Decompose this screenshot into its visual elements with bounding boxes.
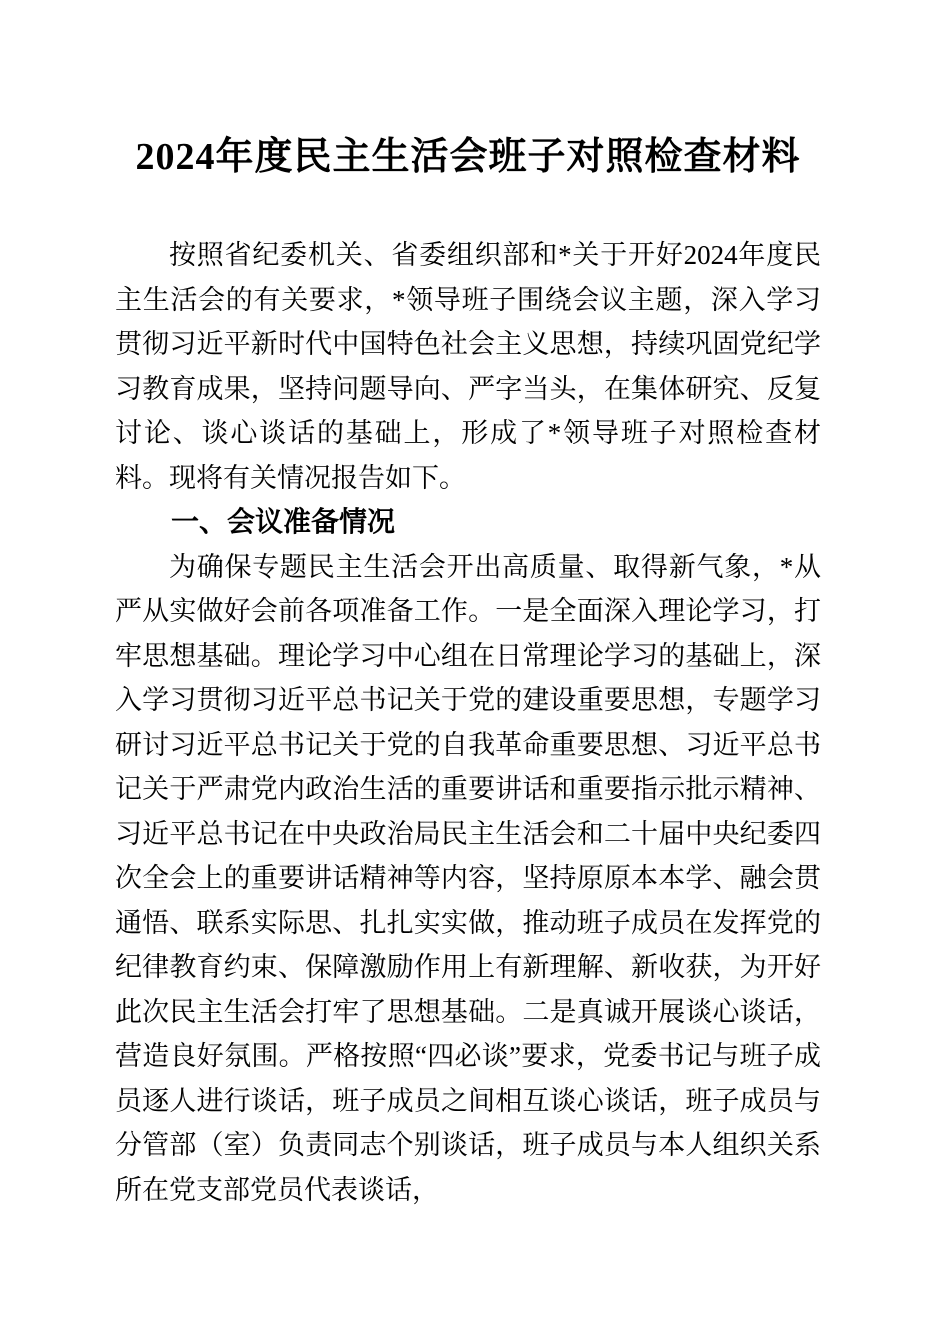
- section-heading: 一、会议准备情况: [171, 506, 396, 537]
- document-title: 2024年度民主生活会班子对照检查材料: [135, 136, 801, 178]
- document-paragraph: 按照省纪委机关、省委组织部和*关于开好2024年度民主生活会的有关要求，*领导班子围绕会议主题，深入学习贯彻习近平新时代中国特色社会主义思想，持续巩固党纪学习教育成果，坚持问题导向、严字当头，在集体研究、反复讨论、谈心谈话的基础上，形成了*领导班子对照检查材料。现将有关情况报告如下。: [115, 240, 821, 493]
- document-paragraph: 为确保专题民主生活会开出高质量、取得新气象，*从严从实做好会前各项准备工作。一是全面深入理论学习，打牢思想基础。理论学习中心组在日常理论学习的基础上，深入学习贯彻习近平总书记关于党的建设重要思想，专题学习研讨习近平总书记关于党的自我革命重要思想、习近平总书记关于严肃党内政治生活的重要讲话和重要指示批示精神、习近平总书记在中央政治局民主生活会和二十届中央纪委四次全会上的重要讲话精神等内容，坚持原原本本学、融会贯通悟、联系实际思、扎扎实实做，推动班子成员在发挥党的纪律教育约束、保障激励作用上有新理解、新收获，为开好此次民主生活会打牢了思想基础。二是真诚开展谈心谈话，营造良好氛围。严格按照“四必谈”要求，党委书记与班子成员逐人进行谈话，班子成员之间相互谈心谈话，班子成员与分管部（室）负责同志个别谈话，班子成员与本人组织关系所在党支部党员代表谈话，: [115, 551, 821, 1205]
- document-content: [115, 0, 821, 1212]
- document-body: [115, 233, 821, 1212]
